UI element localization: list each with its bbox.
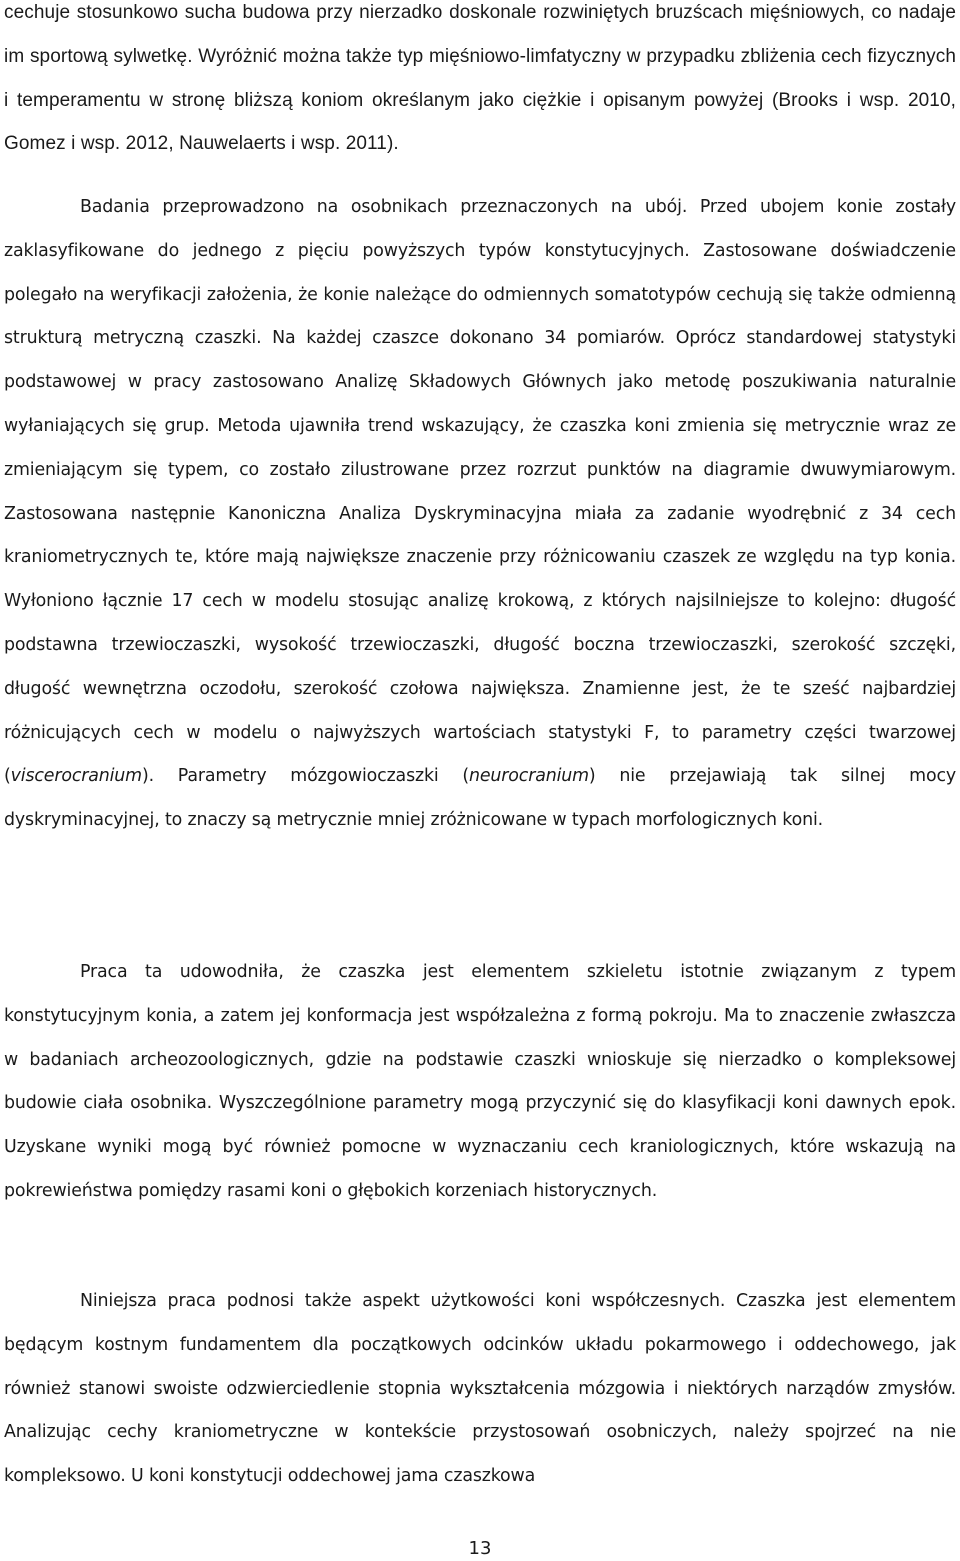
- paragraph-modern-utility: Niniejsza praca podnosi także aspekt użytkowości koni współczesnych. Czaszka jest elementem będącym kostnym fundamentem dla początkowych odcinków układu pokarmowego i oddechowego, jak również stanowi swoiste odzwierciedlenie stopnia wykształcenia mózgowia i niektórych narządów zmysłów. Analizując cechy kraniometryczne w kontekście przystosowań osobniczych, należy spojrzeć na nie kompleksowo. U koni konstytucji oddechowej jama czaszkowa: [4, 1291, 956, 1487]
- paragraph-research-methods-text-1: Badania przeprowadzono na osobnikach przeznaczonych na ubój. Przed ubojem konie zostały zaklasyfikowane do jednego z pięciu powyższych typów konstytucyjnych. Zastosowane doświadczenie polegało na weryfikacji założenia, że konie należące do odmiennych somatotypów cechują się także odmienną strukturą metryczną czaszki. Na każdej czaszce dokonano 34 pomiarów. Oprócz standardowej statystyki podstawowej w pracy zastosowano Analizę Składowych Głównych jako metodę poszukiwania naturalnie wyłaniających się grup. Metoda ujawniła trend wskazujący, że czaszka koni zmienia się metrycznie wraz ze zmieniającym się typem, co zostało zilustrowane przez rozrzut punktów na diagramie dwuwymiarowym. Zastosowana następnie Kanoniczna Analiza Dyskryminacyjna miała za zadanie wyodrębnić z 34 cech kraniometrycznych te, które mają największe znaczenie przy różnicowaniu czaszek ze względu na typ konia. Wyłoniono łącznie 17 cech w modelu stosując analizę krokową, z których najsilniejsze to kolejno: długość podstawna trzewioczaszki, wysokość trzewioczaszki, długość boczna trzewioczaszki, szerokość szczęki, długość wewnętrzna oczodołu, szerokość czołowa największa. Znamienne jest, że te sześć najbardziej różnicujących cech w modelu o najwyższych wartościach statystyki F, to parametry części twarzowej (: [4, 197, 956, 787]
- term-neurocranium: neurocranium: [469, 766, 589, 787]
- paragraph-research-methods-text-3: ) nie przejawiają tak silnej mocy dyskryminacyjnej, to znaczy są metrycznie mniej zróżnicowane w typach morfologicznych koni.: [4, 766, 956, 831]
- paragraph-research-methods: [4, 186, 956, 843]
- paragraph-research-methods-text-2: ). Parametry mózgowioczaszki (: [141, 766, 469, 787]
- paragraph-constitution-types: cechuje stosunkowo sucha budowa przy nierzadko doskonale rozwiniętych bruzścach mięśniowych, co nadaje im sportową sylwetkę. Wyróżnić można także typ mięśniowo-limfatyczny w przypadku zbliżenia cech fizycznych i temperamentu w stronę bliższą koniom określanym jako ciężkie i opisanym powyżej (Brooks i wsp. 2010, Gomez i wsp. 2012, Nauwelaerts i wsp. 2011).: [4, 2, 956, 155]
- term-viscerocranium: viscerocranium: [10, 766, 142, 787]
- paragraph-conclusions: Praca ta udowodniła, że czaszka jest elementem szkieletu istotnie związanym z typem konstytucyjnym konia, a zatem jej konformacja jest współzależna z formą pokroju. Ma to znaczenie zwłaszcza w badaniach archeozoologicznych, gdzie na podstawie czaszki wnioskuje się nierzadko o kompleksowej budowie ciała osobnika. Wyszczególnione parametry mogą przyczynić się do klasyfikacji koni dawnych epok. Uzyskane wyniki mogą być również pomocne w wyznaczaniu cech kraniologicznych, które wskazują na pokrewieństwa pomiędzy rasami koni o głębokich korzeniach historycznych.: [4, 962, 956, 1201]
- page-number: 13: [468, 1538, 492, 1559]
